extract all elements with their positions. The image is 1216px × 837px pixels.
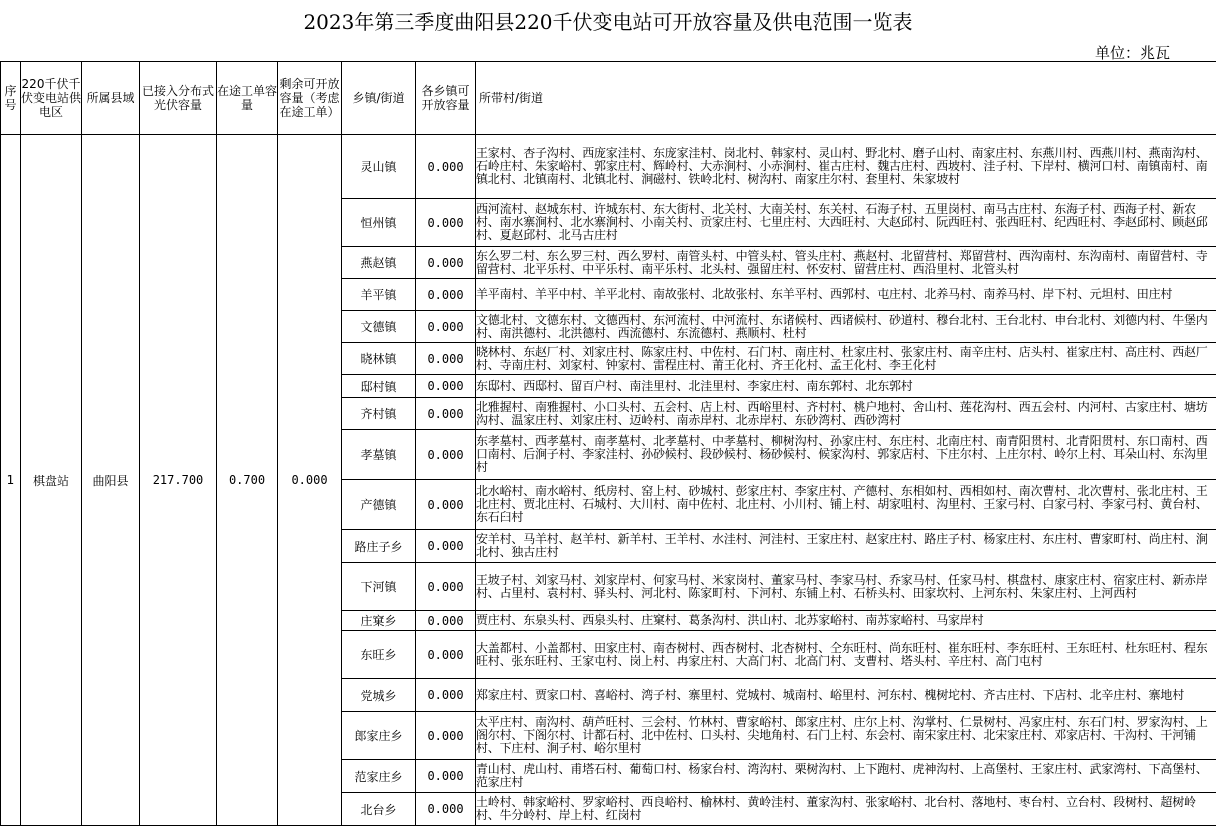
villages-cell: 土岭村、韩家峪村、罗家峪村、西良峪村、榆林村、黄岭洼村、董家沟村、张家峪村、北台村、落地村、枣台村、立台村、段树村、超树岭村、牛分岭村、岸上村、红岗村	[476, 793, 1216, 826]
town-capacity-cell: 0.000	[416, 480, 476, 530]
town-cell: 燕赵镇	[342, 247, 416, 279]
town-cell: 邸村镇	[342, 375, 416, 398]
town-capacity-cell: 0.000	[416, 135, 476, 199]
town-cell: 党城乡	[342, 679, 416, 712]
header-seq: 序号	[1, 62, 21, 135]
villages-cell: 东孝墓村、西孝墓村、南孝墓村、北孝墓村、中孝墓村、柳树沟村、孙家庄村、东庄村、北南庄村、南青阳贯村、北青阳贯村、东口南村、西口南村、后涧子村、李家洼村、孙砂候村、段砂候村、杨砂候村、候家沟村、郭家店村、下庄尔村、上庄尔村、岭尔上村、耳朵山村、东沟里村	[476, 430, 1216, 480]
villages-cell: 郑家庄村、贾家口村、喜峪村、湾子村、寨里村、党城村、城南村、峪里村、河东村、槐树坨村、齐古庄村、下店村、北辛庄村、寨地村	[476, 679, 1216, 712]
town-capacity-cell: 0.000	[416, 611, 476, 631]
header-remain: 剩余可开放容量（考虑在途工单）	[278, 62, 342, 135]
town-cell: 晓林镇	[342, 343, 416, 375]
villages-cell: 文德北村、文德东村、文德西村、东河流村、中河流村、东诸候村、西诸候村、砂道村、穆台北村、王台北村、申台北村、刘德内村、牛堡内村、南洪德村、北洪德村、西流德村、东流德村、燕顺村、杜村	[476, 311, 1216, 343]
town-cell: 路庄子乡	[342, 530, 416, 563]
villages-cell: 王坡子村、刘家马村、刘家岸村、何家马村、米家岗村、董家马村、李家马村、乔家马村、任家马村、棋盘村、康家庄村、宿家庄村、新赤岸村、占里村、袁村村、驿头村、河北村、陈家町村、下河村、东铺上村、石桥头村、田家坎村、上河东村、朱家庄村、上河西村	[476, 563, 1216, 611]
summary-remain: 0.000	[278, 135, 342, 826]
town-cell: 郎家庄乡	[342, 712, 416, 760]
header-town-cap: 各乡镇可开放容量	[416, 62, 476, 135]
summary-pv: 217.700	[140, 135, 217, 826]
town-capacity-cell: 0.000	[416, 199, 476, 247]
villages-cell: 贾庄村、东泉头村、西泉头村、庄窠村、葛条沟村、洪山村、北苏家峪村、南苏家峪村、马家岸村	[476, 611, 1216, 631]
villages-cell: 北雅握村、南雅握村、小口头村、五会村、店上村、西峪里村、齐村村、桃户地村、舍山村、莲花沟村、西五会村、内河村、古家庄村、塘坊沟村、温家庄村、刘家庄村、迈岭村、南赤岸村、北赤岸村、东砂湾村、西砂湾村	[476, 398, 1216, 430]
town-cell: 东旺乡	[342, 631, 416, 679]
town-capacity-cell: 0.000	[416, 343, 476, 375]
town-capacity-cell: 0.000	[416, 398, 476, 430]
town-cell: 下河镇	[342, 563, 416, 611]
town-cell: 文德镇	[342, 311, 416, 343]
table-row	[1, 135, 1216, 199]
town-cell: 产德镇	[342, 480, 416, 530]
town-capacity-cell: 0.000	[416, 375, 476, 398]
town-capacity-cell: 0.000	[416, 279, 476, 311]
summary-county: 曲阳县	[82, 135, 140, 826]
header-villages: 所带村/街道	[476, 62, 1216, 135]
town-capacity-cell: 0.000	[416, 530, 476, 563]
town-cell: 孝墓镇	[342, 430, 416, 480]
town-capacity-cell: 0.000	[416, 631, 476, 679]
villages-cell: 东么罗二村、东么罗三村、西么罗村、南管头村、中管头村、管头庄村、燕赵村、北留营村、郑留营村、西沟南村、东沟南村、南留营村、寺留营村、北平乐村、中平乐村、南平乐村、北头村、强留庄村、怀安村、留营庄村、西沿里村、北管头村	[476, 247, 1216, 279]
town-capacity-cell: 0.000	[416, 430, 476, 480]
town-capacity-cell: 0.000	[416, 679, 476, 712]
summary-seq: 1	[1, 135, 21, 826]
header-town: 乡镇/街道	[342, 62, 416, 135]
villages-cell: 青山村、虎山村、甫塔石村、葡萄口村、杨家台村、湾沟村、栗树沟村、上下跑村、虎神沟村、上高堡村、王家庄村、武家湾村、下高堡村、范家庄村	[476, 760, 1216, 793]
villages-cell: 太平庄村、南沟村、葫芦旺村、三会村、竹林村、曹家峪村、郎家庄村、庄尔上村、沟掌村、仁景树村、冯家庄村、东石门村、罗家沟村、上阁尔村、下阁尔村、计都石村、北中佐村、口头村、尖地角村、石门上村、东会村、南宋家庄村、北宋家庄村、邓家店村、干沟村、干河铺村、下庄村、涧子村、峪尔里村	[476, 712, 1216, 760]
villages-cell: 北水峪村、南水峪村、纸房村、窑上村、砂城村、彭家庄村、李家庄村、产德村、东相如村、西相如村、南次曹村、北次曹村、张北庄村、王北庄村、贾北庄村、石城村、大川村、南中佐村、北庄村、小川村、铺上村、胡家咀村、沟里村、王家弓村、白家弓村、李家弓村、黄台村、东石臼村	[476, 480, 1216, 530]
town-capacity-cell: 0.000	[416, 311, 476, 343]
town-capacity-cell: 0.000	[416, 247, 476, 279]
town-cell: 齐村镇	[342, 398, 416, 430]
town-cell: 庄窠乡	[342, 611, 416, 631]
summary-building: 0.700	[217, 135, 278, 826]
unit-label: 单位：兆瓦	[1094, 44, 1170, 62]
town-capacity-cell: 0.000	[416, 712, 476, 760]
villages-cell: 大盖都村、小盖都村、田家庄村、南杏树村、西杏树村、北杏树村、仝东旺村、尚东旺村、崔东旺村、李东旺村、王东旺村、杜东旺村、程东旺村、张东旺村、王家屯村、岗上村、冉家庄村、大高门村、北高门村、支曹村、塔头村、辛庄村、高门屯村	[476, 631, 1216, 679]
villages-cell: 王家村、杏子沟村、西庞家洼村、东庞家洼村、岗北村、韩家村、灵山村、野北村、磨子山村、南家庄村、东燕川村、西燕川村、燕南沟村、石岭庄村、朱家峪村、郭家庄村、辉岭村、大赤涧村、小赤涧村、崔古庄村、魏古庄村、西坡村、洼子村、下岸村、横河口村、南镇南村、南镇北村、北镇南村、北镇北村、涧磁村、铁岭北村、树沟村、南家庄尔村、套里村、朱家坡村	[476, 135, 1216, 199]
header-building: 在途工单容量	[217, 62, 278, 135]
town-cell: 羊平镇	[342, 279, 416, 311]
villages-cell: 晓林村、东赵厂村、刘家庄村、陈家庄村、中佐村、石门村、南庄村、杜家庄村、张家庄村、南辛庄村、店头村、崔家庄村、高庄村、西赵厂村、寺南庄村、刘家村、钟家村、雷程庄村、莆王化村、齐王化村、孟王化村、李王化村	[476, 343, 1216, 375]
villages-cell: 西河流村、赵城东村、许城东村、东大街村、北关村、大南关村、东关村、石海子村、五里岗村、南马古庄村、东海子村、西海子村、新农村、南水寨涧村、北水寨涧村、小南关村、贡家庄村、七里庄村、大西旺村、大赵邱村、阮西旺村、张西旺村、纪西旺村、李赵邱村、顾赵邱村、夏赵邱村、北马古庄村	[476, 199, 1216, 247]
header-pv: 已接入分布式光伏容量	[140, 62, 217, 135]
table-body	[1, 135, 1216, 826]
summary-station: 棋盘站	[21, 135, 82, 826]
town-cell: 范家庄乡	[342, 760, 416, 793]
town-capacity-cell: 0.000	[416, 760, 476, 793]
town-cell: 灵山镇	[342, 135, 416, 199]
town-capacity-cell: 0.000	[416, 793, 476, 826]
villages-cell: 安羊村、马羊村、赵羊村、新羊村、王羊村、水洼村、河洼村、王家庄村、赵家庄村、路庄子村、杨家庄村、东庄村、曹家町村、尚庄村、涧北村、独古庄村	[476, 530, 1216, 563]
town-cell: 北台乡	[342, 793, 416, 826]
town-cell: 恒州镇	[342, 199, 416, 247]
capacity-table	[0, 61, 1216, 826]
villages-cell: 东邸村、西邸村、留百户村、南洼里村、北洼里村、李家庄村、南东郭村、北东郭村	[476, 375, 1216, 398]
header-station: 220千伏千伏变电站供电区	[21, 62, 82, 135]
villages-cell: 羊平南村、羊平中村、羊平北村、南故张村、北故张村、东羊平村、西郭村、屯庄村、北养马村、南养马村、岸下村、元坦村、田庄村	[476, 279, 1216, 311]
header-row	[1, 62, 1216, 135]
page-title: 2023年第三季度曲阳县220千伏变电站可开放容量及供电范围一览表	[303, 10, 913, 34]
header-county: 所属县域	[82, 62, 140, 135]
town-capacity-cell: 0.000	[416, 563, 476, 611]
